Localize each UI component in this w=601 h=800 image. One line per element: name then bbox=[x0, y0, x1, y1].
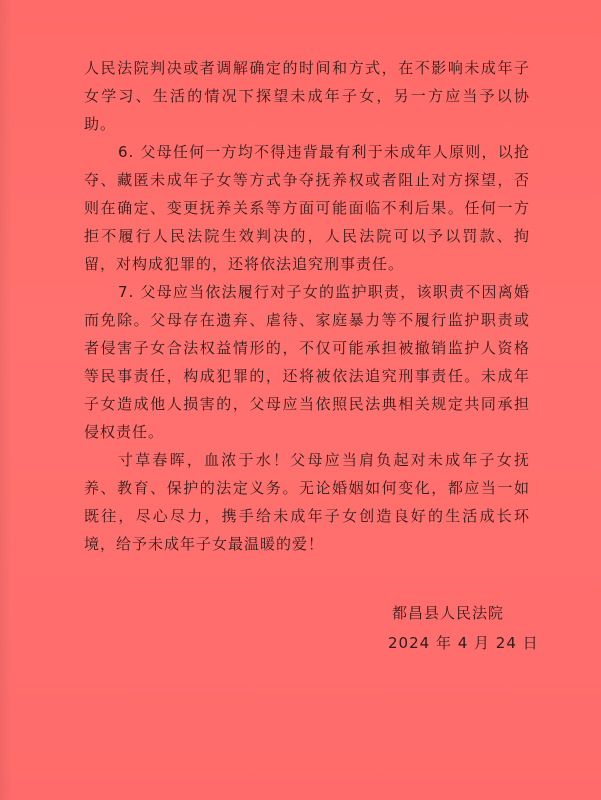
paper-edge-shadow bbox=[0, 0, 12, 800]
signature-date: 2024 年 4 月 24 日 bbox=[388, 634, 539, 652]
document-body bbox=[84, 54, 530, 558]
paragraph-item-7: 7. 父母应当依法履行对子女的监护职责，该职责不因离婚而免除。父母存在遗弃、虐待、家庭暴力等不履行监护职责或者侵害子女合法权益情形的，不仅可能承担被撤销监护人资格等民事责任，构成犯罪的，还将被依法追究刑事责任。未成年子女造成他人损害的，父母应当依照民法典相关规定共同承担侵权责任。 bbox=[84, 283, 530, 441]
paragraph-closing: 寸草春晖，血浓于水！父母应当肩负起对未成年子女抚养、教育、保护的法定义务。无论婚姻如何变化，都应当一如既往，尽心尽力，携手给未成年子女创造良好的生活成长环境，给予未成年子女最温暖的爱！ bbox=[84, 451, 530, 553]
court-name: 都昌县人民法院 bbox=[392, 604, 505, 622]
paragraph-continuation: 人民法院判决或者调解确定的时间和方式，在不影响未成年子女学习、生活的情况下探望未成年子女，另一方应当予以协助。 bbox=[84, 59, 530, 133]
signature-block bbox=[388, 598, 552, 658]
paragraph-item-6: 6. 父母任何一方均不得违背最有利于未成年人原则，以抢夺、藏匿未成年子女等方式争夺抚养权或者阻止对方探望，否则在确定、变更抚养关系等方面可能面临不利后果。任何一方拒不履行人民法院生效判决的，人民法院可以予以罚款、拘留，对构成犯罪的，还将依法追究刑事责任。 bbox=[84, 143, 530, 273]
